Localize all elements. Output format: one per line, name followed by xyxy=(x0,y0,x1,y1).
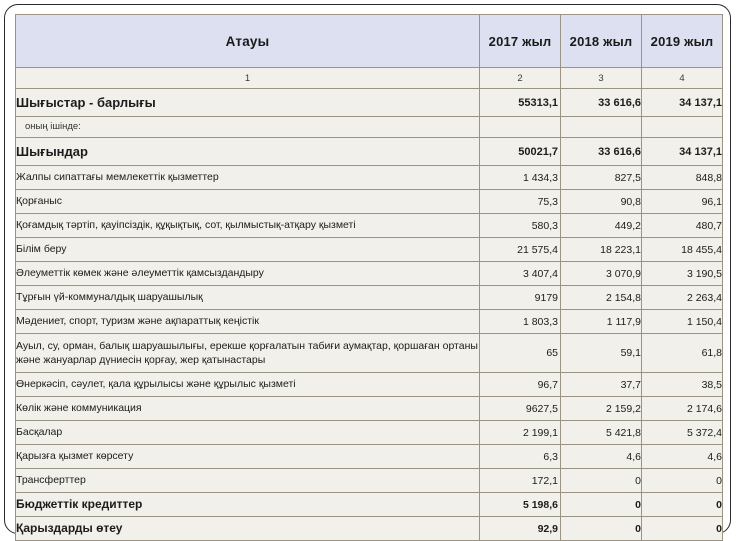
cell-y2019: 2 263,4 xyxy=(642,286,723,310)
table-row xyxy=(16,190,723,214)
table-row xyxy=(16,238,723,262)
column-number-3: 3 xyxy=(561,68,642,89)
row-label: Басқалар xyxy=(16,421,480,445)
table-container xyxy=(15,14,723,536)
cell-y2017: 96,7 xyxy=(480,373,561,397)
row-label: Қоғамдық тәртіп, қауіпсіздік, құқықтық, сот, қылмыстық-атқару қызметі xyxy=(16,214,480,238)
row-label: Білім беру xyxy=(16,238,480,262)
row-label: оның ішінде: xyxy=(16,117,480,138)
cell-y2019: 38,5 xyxy=(642,373,723,397)
column-header-2018: 2018 жыл xyxy=(561,15,642,68)
cell-y2018: 2 159,2 xyxy=(561,397,642,421)
table-row xyxy=(16,517,723,541)
cell-y2018: 2 154,8 xyxy=(561,286,642,310)
row-label: Қорғаныс xyxy=(16,190,480,214)
column-header-2017: 2017 жыл xyxy=(480,15,561,68)
cell-y2019: 1 150,4 xyxy=(642,310,723,334)
column-number-row xyxy=(16,68,723,89)
column-header-2019: 2019 жыл xyxy=(642,15,723,68)
column-number-2: 2 xyxy=(480,68,561,89)
table-row xyxy=(16,373,723,397)
row-label: Ауыл, су, орман, балық шаруашылығы, ерекше қорғалатын табиғи аумақтар, қоршаған ортаны және жануарлар дүниесін қорғау, жер қатынастары xyxy=(16,334,480,373)
cell-y2018: 5 421,8 xyxy=(561,421,642,445)
row-label: Өнеркәсіп, сәулет, қала құрылысы және құрылыс қызметі xyxy=(16,373,480,397)
table-row xyxy=(16,286,723,310)
cell-y2017: 1 434,3 xyxy=(480,166,561,190)
table-body xyxy=(16,89,723,541)
cell-y2017: 6,3 xyxy=(480,445,561,469)
cell-y2019: 61,8 xyxy=(642,334,723,373)
cell-y2019: 2 174,6 xyxy=(642,397,723,421)
column-number-1: 1 xyxy=(16,68,480,89)
row-label: Бюджеттік кредиттер xyxy=(16,493,480,517)
cell-y2018: 0 xyxy=(561,469,642,493)
cell-y2019: 18 455,4 xyxy=(642,238,723,262)
cell-y2019: 480,7 xyxy=(642,214,723,238)
cell-y2018 xyxy=(561,117,642,138)
outer-frame xyxy=(4,4,731,534)
row-label: Көлік және коммуникация xyxy=(16,397,480,421)
row-label: Қарыздарды өтеу xyxy=(16,517,480,541)
row-label: Тұрғын үй-коммуналдық шаруашылық xyxy=(16,286,480,310)
cell-y2019: 5 372,4 xyxy=(642,421,723,445)
cell-y2018: 33 616,6 xyxy=(561,89,642,117)
cell-y2018: 4,6 xyxy=(561,445,642,469)
cell-y2017 xyxy=(480,117,561,138)
cell-y2017: 580,3 xyxy=(480,214,561,238)
cell-y2017: 9627,5 xyxy=(480,397,561,421)
cell-y2017: 1 803,3 xyxy=(480,310,561,334)
cell-y2018: 449,2 xyxy=(561,214,642,238)
cell-y2019: 0 xyxy=(642,469,723,493)
table-row xyxy=(16,138,723,166)
cell-y2018: 1 117,9 xyxy=(561,310,642,334)
cell-y2017: 92,9 xyxy=(480,517,561,541)
row-label: Қарызға қызмет көрсету xyxy=(16,445,480,469)
table-row xyxy=(16,262,723,286)
table-row xyxy=(16,445,723,469)
row-label: Шығындар xyxy=(16,138,480,166)
table-header xyxy=(16,15,723,89)
row-label: Әлеуметтік көмек және әлеуметтік қамсыздандыру xyxy=(16,262,480,286)
cell-y2018: 3 070,9 xyxy=(561,262,642,286)
cell-y2017: 21 575,4 xyxy=(480,238,561,262)
cell-y2018: 33 616,6 xyxy=(561,138,642,166)
cell-y2019: 4,6 xyxy=(642,445,723,469)
cell-y2019 xyxy=(642,117,723,138)
cell-y2017: 2 199,1 xyxy=(480,421,561,445)
cell-y2017: 75,3 xyxy=(480,190,561,214)
row-label: Жалпы сипаттағы мемлекеттік қызметтер xyxy=(16,166,480,190)
cell-y2017: 65 xyxy=(480,334,561,373)
row-label: Трансферттер xyxy=(16,469,480,493)
cell-y2017: 172,1 xyxy=(480,469,561,493)
row-label: Мәдениет, спорт, туризм және ақпараттық кеңістік xyxy=(16,310,480,334)
cell-y2019: 34 137,1 xyxy=(642,89,723,117)
table-row xyxy=(16,117,723,138)
cell-y2017: 55313,1 xyxy=(480,89,561,117)
cell-y2019: 0 xyxy=(642,517,723,541)
cell-y2019: 848,8 xyxy=(642,166,723,190)
column-header-name: Атауы xyxy=(16,15,480,68)
cell-y2018: 59,1 xyxy=(561,334,642,373)
table-row xyxy=(16,421,723,445)
header-row xyxy=(16,15,723,68)
cell-y2018: 0 xyxy=(561,517,642,541)
table-row xyxy=(16,310,723,334)
cell-y2018: 827,5 xyxy=(561,166,642,190)
cell-y2019: 96,1 xyxy=(642,190,723,214)
table-row xyxy=(16,334,723,373)
cell-y2017: 50021,7 xyxy=(480,138,561,166)
table-row xyxy=(16,214,723,238)
row-label: Шығыстар - барлығы xyxy=(16,89,480,117)
cell-y2017: 9179 xyxy=(480,286,561,310)
column-number-4: 4 xyxy=(642,68,723,89)
table-row xyxy=(16,166,723,190)
cell-y2018: 18 223,1 xyxy=(561,238,642,262)
cell-y2019: 3 190,5 xyxy=(642,262,723,286)
cell-y2019: 34 137,1 xyxy=(642,138,723,166)
cell-y2019: 0 xyxy=(642,493,723,517)
budget-expenditure-table xyxy=(15,14,723,541)
cell-y2018: 37,7 xyxy=(561,373,642,397)
table-row xyxy=(16,493,723,517)
table-row xyxy=(16,469,723,493)
table-row xyxy=(16,397,723,421)
table-row xyxy=(16,89,723,117)
cell-y2017: 3 407,4 xyxy=(480,262,561,286)
cell-y2017: 5 198,6 xyxy=(480,493,561,517)
cell-y2018: 0 xyxy=(561,493,642,517)
cell-y2018: 90,8 xyxy=(561,190,642,214)
